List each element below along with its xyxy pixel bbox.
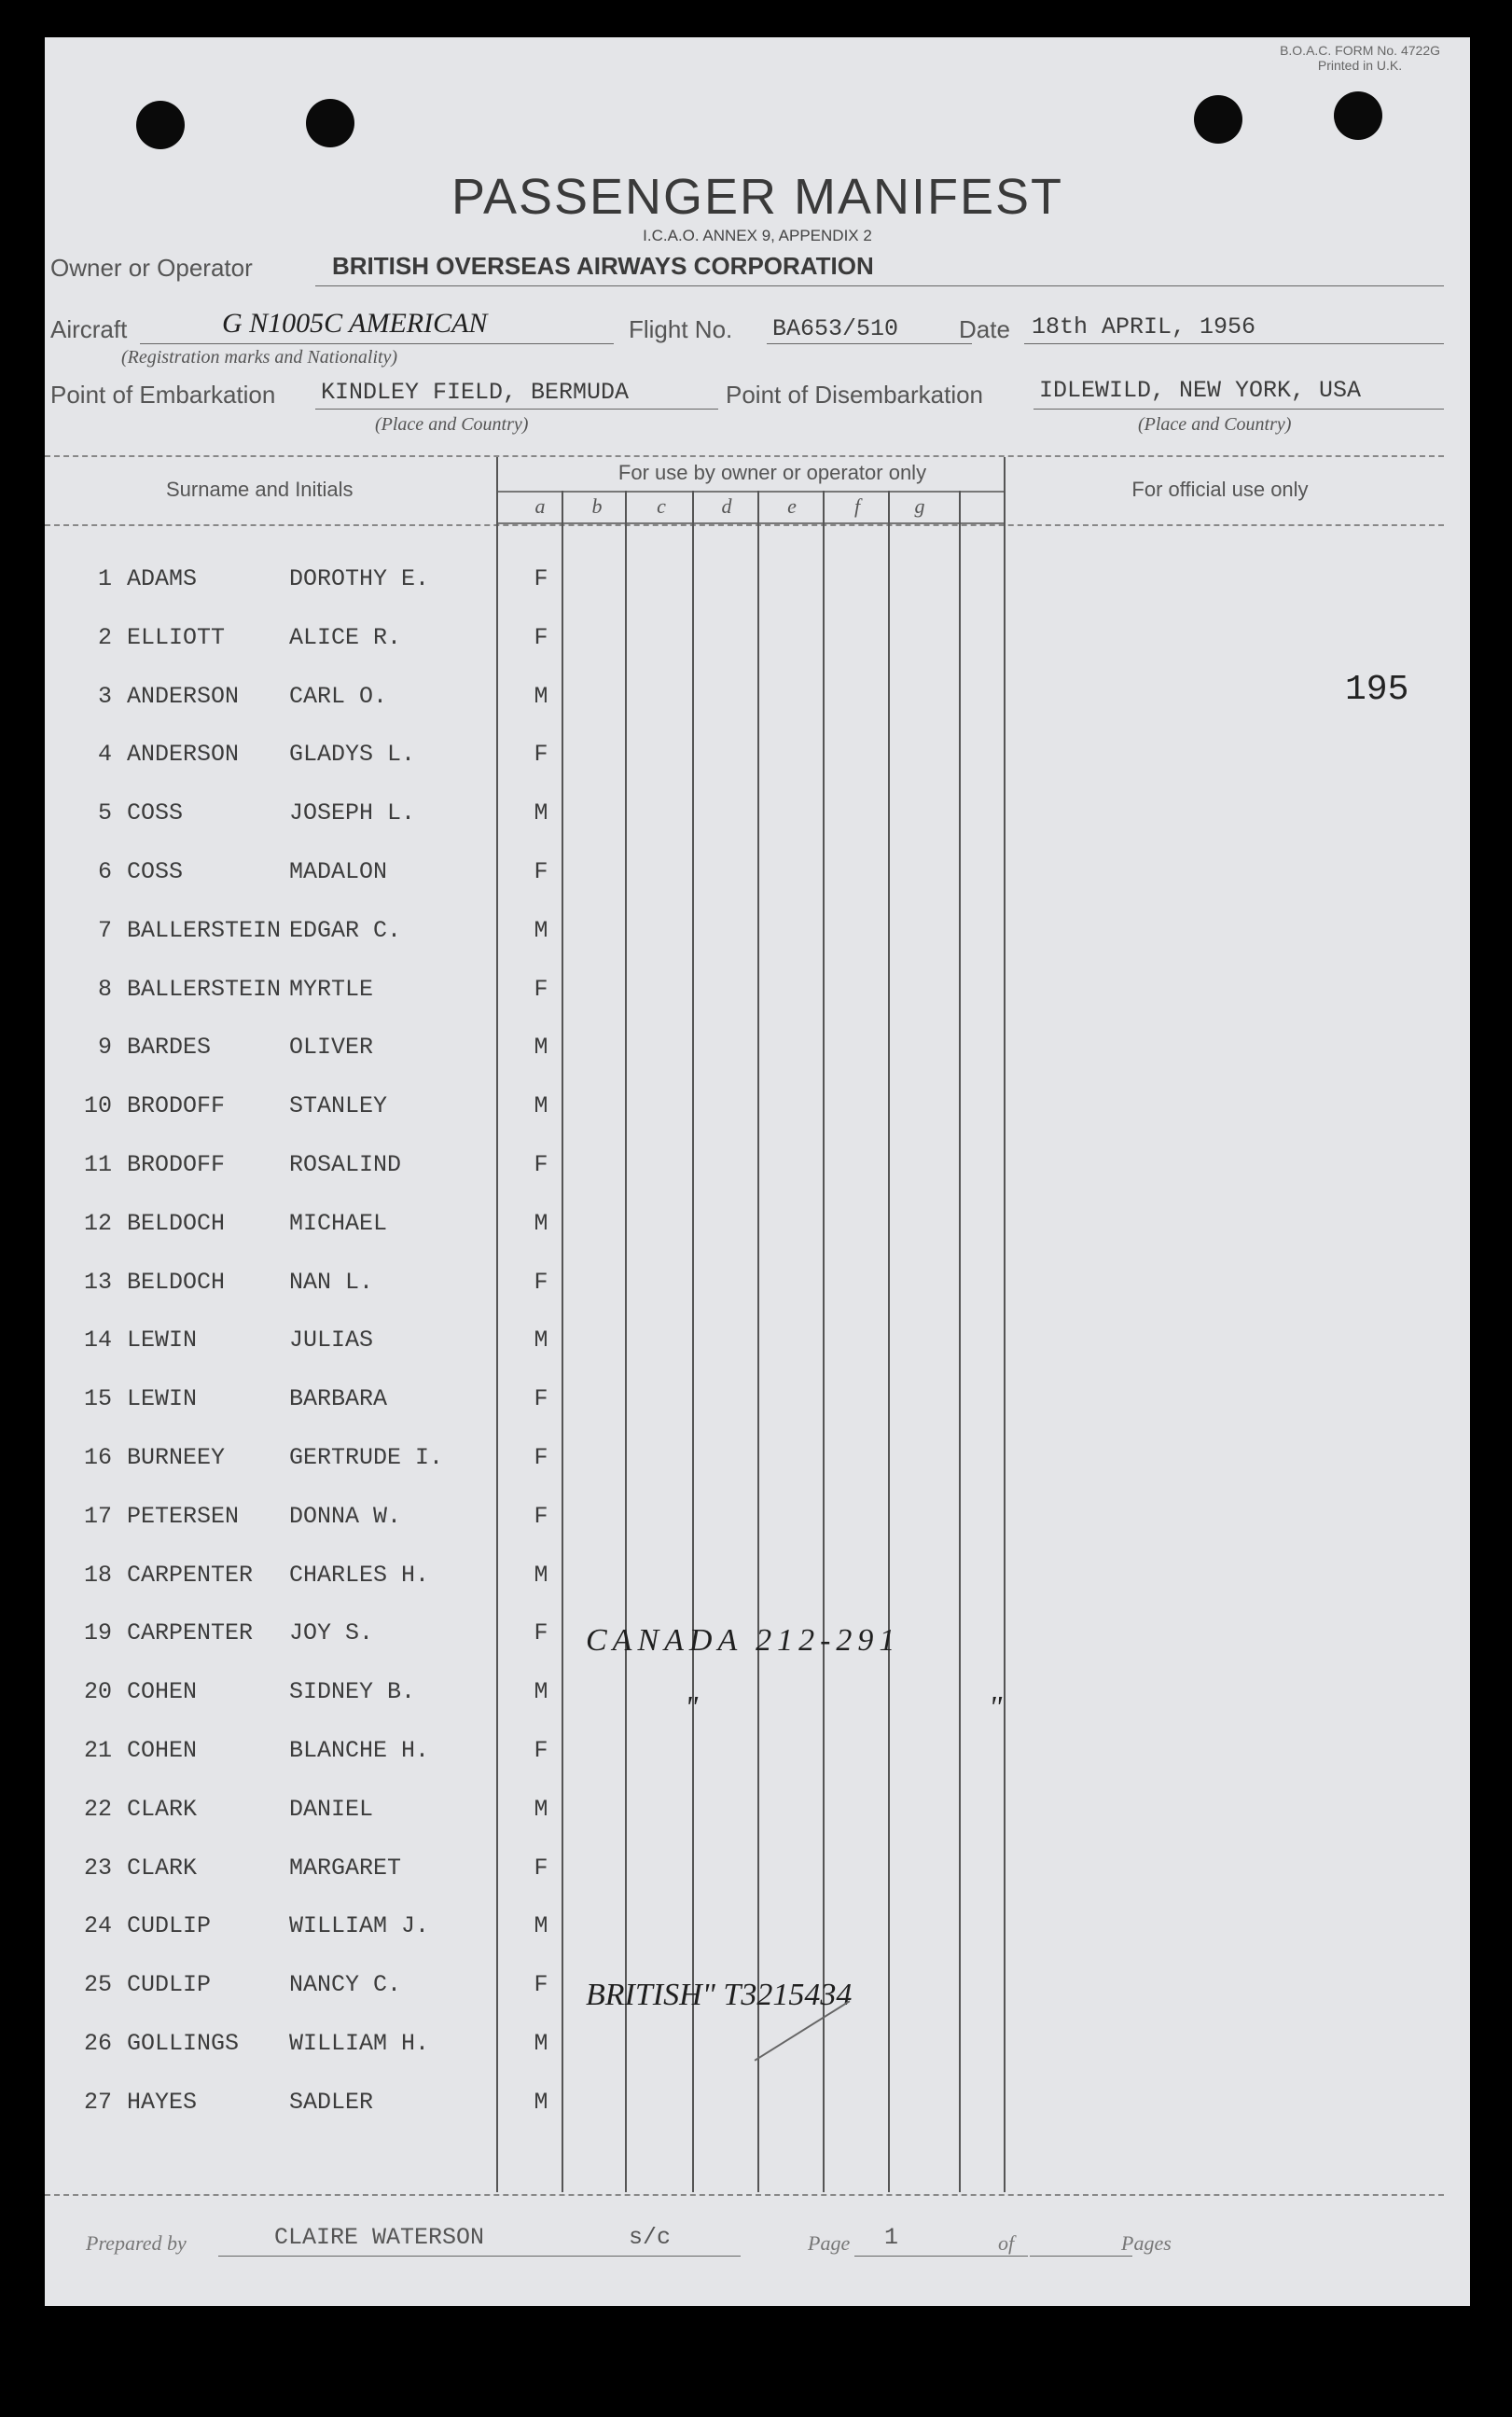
embark-value: KINDLEY FIELD, BERMUDA: [321, 379, 630, 406]
table-row: [45, 1327, 1071, 1364]
table-row: [45, 1269, 1071, 1306]
date-label: Date: [959, 315, 1010, 343]
table-row: [45, 1562, 1071, 1599]
row-number: 10: [83, 1092, 112, 1120]
row-given-names: BLANCHE H.: [289, 1737, 430, 1764]
row-sex: F: [534, 741, 548, 769]
table-row: [45, 683, 1071, 720]
table-bottom-rule: [45, 2194, 1444, 2196]
row-given-names: ROSALIND: [289, 1151, 402, 1178]
row-sex: F: [534, 565, 548, 592]
row-sex: M: [534, 916, 548, 944]
row-number: 9: [97, 1034, 112, 1062]
row-sex: F: [534, 1151, 548, 1178]
handwritten-nationality-row20: CANADA 212-291: [586, 1623, 901, 1658]
row-surname: HAYES: [127, 2088, 198, 2116]
owner-value: BRITISH OVERSEAS AIRWAYS CORPORATION: [332, 252, 874, 280]
header-bottom-rule: [45, 524, 1444, 526]
surname-header: Surname and Initials: [166, 478, 354, 501]
col-letter-g: g: [914, 494, 925, 518]
row-sex: F: [534, 1619, 548, 1647]
row-sex: M: [534, 799, 548, 827]
row-surname: BELDOCH: [127, 1209, 226, 1237]
row-sex: F: [534, 1971, 548, 1999]
table-row: [45, 1210, 1071, 1247]
row-sex: M: [534, 2088, 548, 2116]
row-surname: COSS: [127, 858, 184, 885]
row-sex: F: [534, 1444, 548, 1471]
row-given-names: DONNA W.: [289, 1502, 402, 1530]
row-surname: ANDERSON: [127, 682, 240, 710]
prepared-label: Prepared by: [86, 2231, 187, 2255]
row-given-names: JOSEPH L.: [289, 799, 416, 827]
row-number: 4: [97, 741, 112, 769]
col-letter-c: c: [657, 494, 666, 518]
row-surname: PETERSEN: [127, 1502, 240, 1530]
row-number: 6: [97, 858, 112, 885]
row-surname: ELLIOTT: [127, 623, 226, 651]
of-label: of: [998, 2231, 1015, 2255]
punch-hole: [1194, 95, 1242, 144]
row-given-names: SADLER: [289, 2088, 374, 2116]
row-number: 16: [83, 1444, 112, 1471]
row-sex: M: [534, 1678, 548, 1706]
row-given-names: JULIAS: [289, 1327, 374, 1354]
row-surname: CUDLIP: [127, 1912, 212, 1940]
row-surname: CUDLIP: [127, 1971, 212, 1999]
flight-underline: [767, 343, 972, 344]
form-number-text: B.O.A.C. FORM No. 4722G: [1280, 43, 1440, 58]
table-row: [45, 565, 1071, 603]
row-given-names: NANCY C.: [289, 1971, 402, 1999]
row-number: 22: [83, 1795, 112, 1823]
row-surname: BELDOCH: [127, 1268, 226, 1296]
table-row: [45, 1092, 1071, 1130]
row-sex: M: [534, 682, 548, 710]
row-number: 27: [83, 2088, 112, 2116]
row-number: 18: [83, 1561, 112, 1589]
flight-value: BA653/510: [772, 315, 899, 342]
row-surname: LEWIN: [127, 1327, 198, 1354]
page-title: PASSENGER MANIFEST: [451, 169, 1064, 225]
table-row: [45, 1619, 1071, 1657]
row-sex: F: [534, 1854, 548, 1882]
table-top-rule: [45, 455, 1444, 457]
row-given-names: MADALON: [289, 858, 388, 885]
row-number: 8: [97, 975, 112, 1003]
row-number: 1: [97, 565, 112, 592]
row-given-names: BARBARA: [289, 1385, 388, 1413]
row-given-names: GERTRUDE I.: [289, 1444, 444, 1471]
row-surname: GOLLINGS: [127, 2030, 240, 2057]
row-surname: ADAMS: [127, 565, 198, 592]
disembark-underline: [1033, 409, 1444, 410]
table-row: [45, 1385, 1071, 1423]
table-row: [45, 1971, 1071, 2008]
prepared-value: CLAIRE WATERSON: [274, 2224, 485, 2251]
table-row: [45, 1151, 1071, 1188]
row-number: 5: [97, 799, 112, 827]
row-given-names: ALICE R.: [289, 623, 402, 651]
table-row: [45, 624, 1071, 661]
table-row: [45, 976, 1071, 1013]
owner-use-rule: [496, 491, 1004, 493]
flight-label: Flight No.: [629, 315, 733, 343]
embark-underline: [315, 409, 718, 410]
row-sex: F: [534, 1385, 548, 1413]
table-row: [45, 858, 1071, 896]
row-number: 12: [83, 1209, 112, 1237]
aircraft-underline: [140, 343, 614, 344]
row-sex: F: [534, 623, 548, 651]
owner-underline: [315, 285, 1444, 286]
embark-note: (Place and Country): [375, 414, 529, 435]
row-sex: M: [534, 1034, 548, 1062]
table-row: [45, 1503, 1071, 1540]
row-given-names: GLADYS L.: [289, 741, 416, 769]
official-header: For official use only: [1131, 478, 1309, 501]
row-sex: F: [534, 1268, 548, 1296]
handwritten-ditto: ": [685, 1690, 699, 1725]
row-given-names: MARGARET: [289, 1854, 402, 1882]
row-sex: F: [534, 1737, 548, 1764]
row-sex: M: [534, 1912, 548, 1940]
row-surname: ANDERSON: [127, 741, 240, 769]
col-letter-b: b: [591, 494, 603, 518]
page-label: Page: [808, 2231, 851, 2255]
disembark-label: Point of Disembarkation: [726, 381, 984, 409]
row-number: 2: [97, 623, 112, 651]
row-given-names: DANIEL: [289, 1795, 374, 1823]
row-surname: CARPENTER: [127, 1619, 254, 1647]
row-sex: M: [534, 1327, 548, 1354]
row-number: 25: [83, 1971, 112, 1999]
row-surname: BALLERSTEIN: [127, 916, 282, 944]
row-given-names: MYRTLE: [289, 975, 374, 1003]
aircraft-value: G N1005C AMERICAN: [222, 308, 488, 339]
owner-use-header: For use by owner or operator only: [617, 461, 927, 484]
table-row: [45, 1034, 1071, 1071]
row-number: 21: [83, 1737, 112, 1764]
row-sex: M: [534, 1561, 548, 1589]
punch-hole: [1334, 91, 1382, 140]
table-row: [45, 2030, 1071, 2067]
row-surname: BALLERSTEIN: [127, 975, 282, 1003]
col-letter-d: d: [721, 494, 732, 518]
row-surname: COHEN: [127, 1678, 198, 1706]
form-number: [1280, 43, 1440, 73]
row-number: 13: [83, 1268, 112, 1296]
punch-hole: [136, 101, 185, 149]
row-sex: M: [534, 1209, 548, 1237]
row-sex: F: [534, 975, 548, 1003]
row-number: 14: [83, 1327, 112, 1354]
row-surname: CLARK: [127, 1795, 198, 1823]
row-given-names: WILLIAM J.: [289, 1912, 430, 1940]
row-sex: M: [534, 1092, 548, 1120]
row-surname: CLARK: [127, 1854, 198, 1882]
pages-label: Pages: [1121, 2231, 1172, 2255]
table-row: [45, 1444, 1071, 1481]
row-given-names: NAN L.: [289, 1268, 374, 1296]
row-surname: BURNEEY: [127, 1444, 226, 1471]
handwritten-nationality-row26: BRITISH" T3215434: [586, 1978, 853, 2012]
page-value: 1: [884, 2224, 899, 2251]
aircraft-label: Aircraft: [50, 315, 128, 343]
table-row: [45, 917, 1071, 954]
prepared-underline: [218, 2256, 741, 2257]
aircraft-note: (Registration marks and Nationality): [121, 347, 398, 368]
prepared-suffix: s/c: [629, 2224, 672, 2251]
page-underline: [854, 2256, 1028, 2257]
row-given-names: DOROTHY E.: [289, 565, 430, 592]
row-surname: BRODOFF: [127, 1092, 226, 1120]
row-number: 26: [83, 2030, 112, 2057]
row-given-names: SIDNEY B.: [289, 1678, 416, 1706]
row-surname: BARDES: [127, 1034, 212, 1062]
row-number: 17: [83, 1502, 112, 1530]
row-surname: CARPENTER: [127, 1561, 254, 1589]
punch-hole: [306, 99, 354, 147]
of-underline: [1030, 2256, 1132, 2257]
row-number: 23: [83, 1854, 112, 1882]
row-surname: COHEN: [127, 1737, 198, 1764]
row-given-names: CHARLES H.: [289, 1561, 430, 1589]
row-sex: F: [534, 1502, 548, 1530]
official-number: 195: [1345, 670, 1409, 710]
row-number: 15: [83, 1385, 112, 1413]
row-number: 19: [83, 1619, 112, 1647]
row-number: 3: [97, 682, 112, 710]
row-number: 24: [83, 1912, 112, 1940]
row-surname: LEWIN: [127, 1385, 198, 1413]
table-row: [45, 1854, 1071, 1892]
row-number: 11: [83, 1151, 112, 1178]
row-number: 7: [97, 916, 112, 944]
owner-label: Owner or Operator: [50, 254, 253, 282]
col-letter-f: f: [853, 494, 861, 518]
table-row: [45, 741, 1071, 778]
row-sex: F: [534, 858, 548, 885]
table-row: [45, 1796, 1071, 1833]
row-sex: M: [534, 2030, 548, 2057]
date-value: 18th APRIL, 1956: [1032, 313, 1256, 340]
row-given-names: OLIVER: [289, 1034, 374, 1062]
table-row: [45, 1912, 1071, 1950]
date-underline: [1024, 343, 1444, 344]
disembark-value: IDLEWILD, NEW YORK, USA: [1039, 377, 1362, 404]
table-row: [45, 2089, 1071, 2126]
row-given-names: CARL O.: [289, 682, 388, 710]
col-letter-a: a: [534, 494, 546, 518]
table-row: [45, 1737, 1071, 1774]
table-row: [45, 799, 1071, 837]
row-given-names: WILLIAM H.: [289, 2030, 430, 2057]
handwritten-ditto: ": [989, 1690, 1003, 1725]
disembark-note: (Place and Country): [1138, 414, 1292, 435]
row-surname: COSS: [127, 799, 184, 827]
row-given-names: MICHAEL: [289, 1209, 388, 1237]
embark-label: Point of Embarkation: [50, 381, 276, 409]
row-given-names: EDGAR C.: [289, 916, 402, 944]
printed-in-text: Printed in U.K.: [1317, 58, 1403, 73]
manifest-page: [45, 37, 1470, 2306]
row-given-names: STANLEY: [289, 1092, 388, 1120]
page-subtitle: I.C.A.O. ANNEX 9, APPENDIX 2: [643, 227, 872, 244]
row-given-names: JOY S.: [289, 1619, 374, 1647]
row-sex: M: [534, 1795, 548, 1823]
row-number: 20: [83, 1678, 112, 1706]
table-row: [45, 1678, 1071, 1716]
row-surname: BRODOFF: [127, 1151, 226, 1178]
col-letter-e: e: [787, 494, 797, 518]
